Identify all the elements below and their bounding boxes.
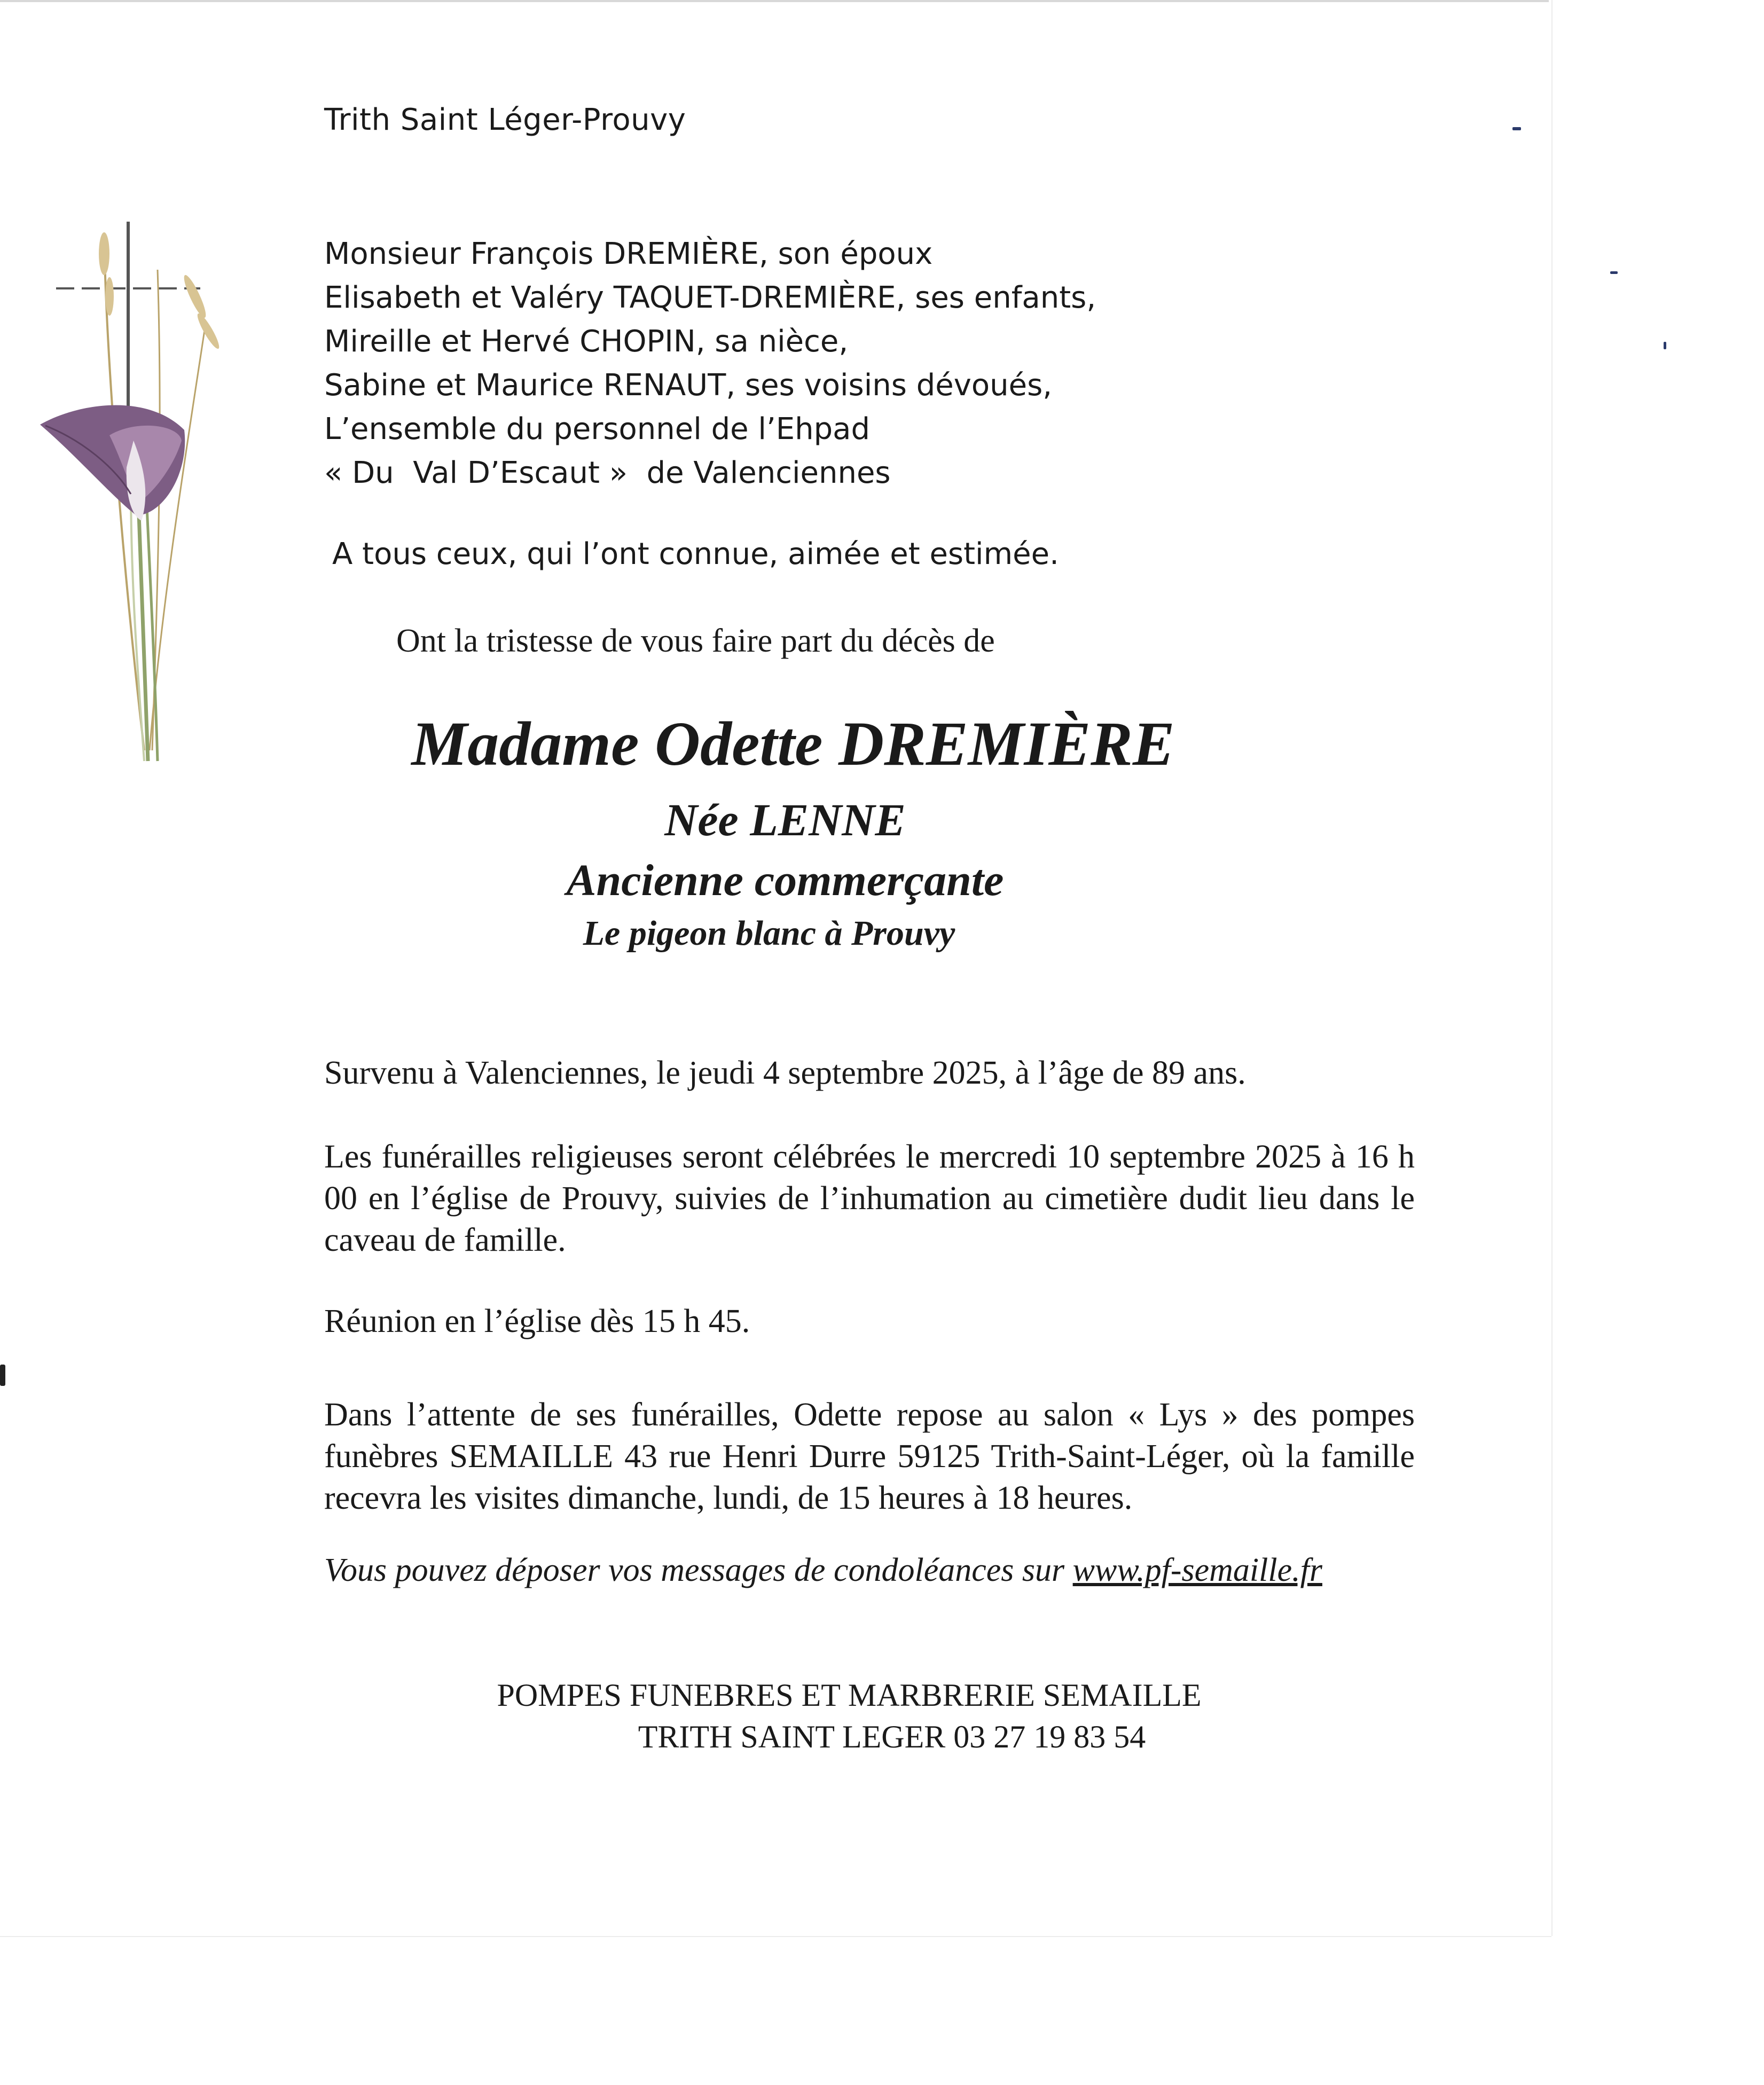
cross-lily-decoration (29, 216, 232, 766)
scan-edge-right (1551, 0, 1553, 1936)
scan-edge-bottom (0, 1936, 1551, 1937)
maiden-name: Née LENNE (664, 794, 906, 845)
location-header: Trith Saint Léger-Prouvy (324, 103, 686, 137)
deceased-name: Madame Odette DREMIÈRE (411, 709, 1175, 779)
funeral-home-name: POMPES FUNEBRES ET MARBRERIE SEMAILLE (497, 1678, 1202, 1713)
scan-speck (1610, 271, 1618, 274)
dedication-line: A tous ceux, qui l’ont connue, aimée et estimée. (332, 537, 1059, 571)
family-member-line: Mireille et Hervé CHOPIN, sa nièce, (324, 324, 849, 359)
scan-speck (1664, 342, 1666, 349)
scan-speck (0, 1365, 5, 1386)
funeral-home-contact: TRITH SAINT LEGER 03 27 19 83 54 (638, 1719, 1146, 1754)
scan-edge-top (0, 0, 1549, 2)
family-member-line: Sabine et Maurice RENAUT, ses voisins dévoués, (324, 368, 1053, 403)
death-notice: Survenu à Valenciennes, le jeudi 4 septembre 2025, à l’âge de 89 ans. (324, 1055, 1246, 1091)
scan-speck (1512, 127, 1521, 130)
condolences-line (324, 1551, 1322, 1589)
condolences-link[interactable]: www.pf-semaille.fr (1072, 1552, 1322, 1588)
funeral-details: Les funérailles religieuses seront célébrées le mercredi 10 septembre 2025 à 16 h 00 en l’église de Prouvy, suivies de l’inhumation au cimetière dudit lieu dans le caveau de famille. (324, 1139, 1415, 1258)
condolences-text: Vous pouvez déposer vos messages de condoléances sur (324, 1552, 1073, 1588)
family-member-line: Elisabeth et Valéry TAQUET-DREMIÈRE, ses enfants, (324, 280, 1096, 315)
visit-details: Dans l’attente de ses funérailles, Odette repose au salon « Lys » des pompes funèbres SEMAILLE 43 rue Henri Durre 59125 Trith-Saint-Léger, où la famille recevra les visites dimanche, lundi, de 15 heures à 18 heures. (324, 1397, 1415, 1516)
family-member-line: Monsieur François DREMIÈRE, son époux (324, 237, 933, 271)
business-name: Le pigeon blanc à Prouvy (583, 914, 955, 953)
family-member-line: « Du Val D’Escaut » de Valenciennes (324, 456, 891, 490)
calla-lily-icon (40, 405, 185, 521)
family-list (324, 232, 1096, 495)
family-member-line: L’ensemble du personnel de l’Ehpad (324, 412, 871, 446)
occupation: Ancienne commerçante (566, 856, 1004, 905)
announcement-line: Ont la tristesse de vous faire part du décès de (396, 623, 995, 659)
meeting-details: Réunion en l’église dès 15 h 45. (324, 1303, 750, 1339)
